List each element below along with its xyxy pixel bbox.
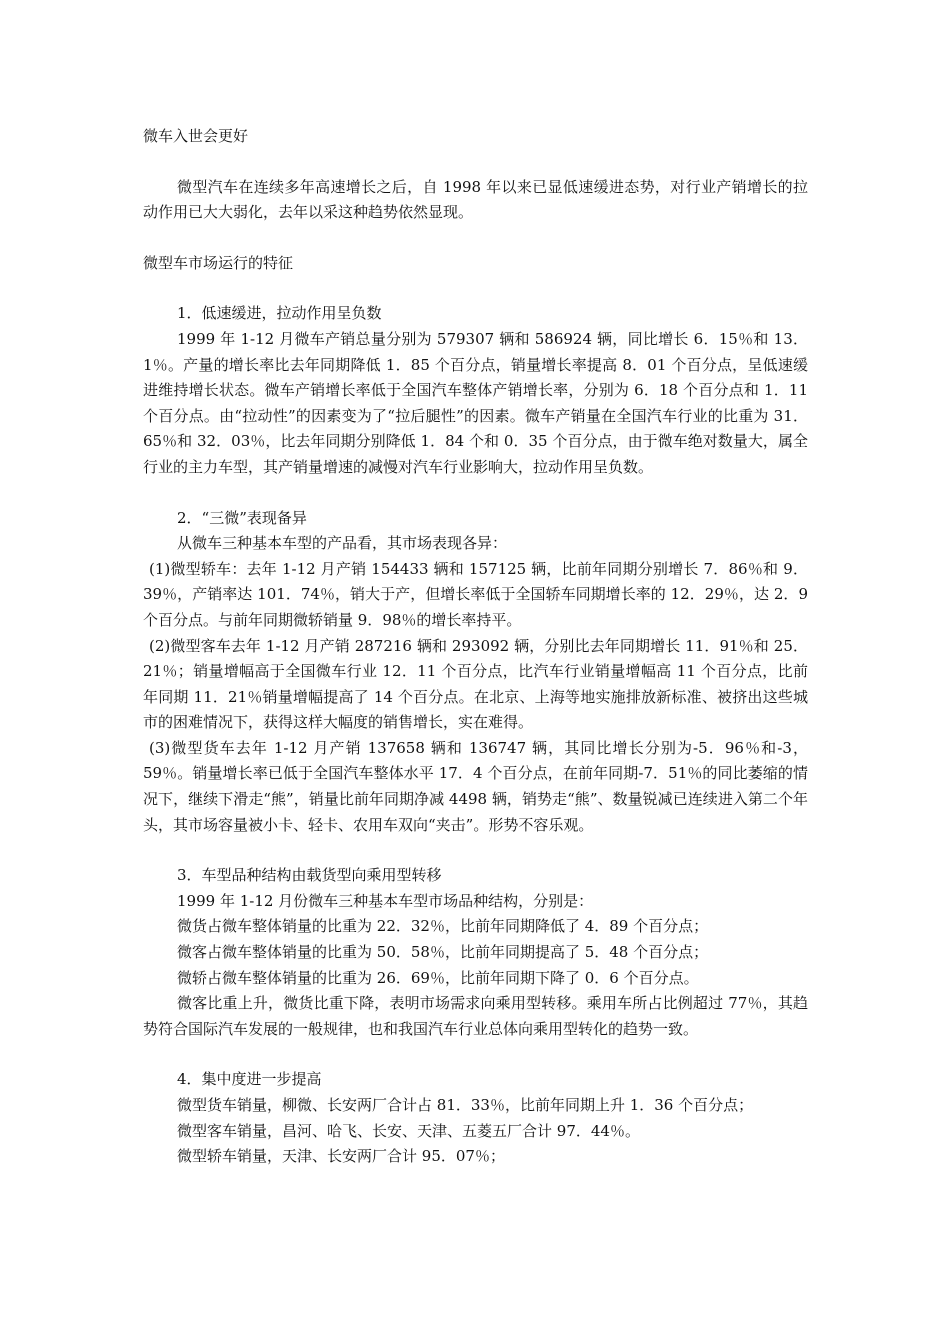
s3-line-1: 微货占微车整体销量的比重为 22．32％，比前年同期降低了 4．89 个百分点； bbox=[177, 917, 709, 936]
s2-item-2: (2)微型客车去年 1-12 月产销 287216 辆和 293092 辆，分别比去年同期增长 11．91％和 25．21％；销量增幅高于全国微车行业 12．11 个百分点，比汽车行业销量增幅高 11 个百分点，比前年同期 11．21％销量增幅提高了 14 个百分点。在北京、上海等地实施排放新标准、被挤出这些城市的困难情况下，获得这样大幅度的销售增长，实在难得。 bbox=[143, 636, 808, 732]
s2-heading: 2．“三微”表现备异 bbox=[177, 508, 307, 527]
s2-item-1: (1)微型轿车：去年 1-12 月产销 154433 辆和 157125 辆，比前年同期分别增长 7．86％和 9．39％，产销率达 101．74％，销大于产，但增长率低于全国轿车同期增长率的 12．29％，达 2．9 个百分点。与前年同期微轿销量 9．98％的增长率持平。 bbox=[143, 559, 808, 629]
s3-heading: 3．车型品种结构由载货型向乘用型转移 bbox=[177, 866, 442, 885]
s4-line-1: 微型货车销量，柳微、长安两厂合计占 81．33％，比前年同期上升 1．36 个百分点； bbox=[177, 1096, 754, 1114]
s2-item-3: (3)微型货车去年 1-12 月产销 137658 辆和 136747 辆，其同比增长分别为-5．96％和-3，59％。销量增长率已低于全国汽车整体水平 17．4 个百分点，在前年同期-7．51％的同比萎缩的情况下，继续下滑走“熊”，销量比前年同期净减 4498 辆，销势走“熊”、数量锐减已连续进入第二个年头，其市场容量被小卡、轻卡、农用车双向“夹击”。形势不容乐观。 bbox=[143, 738, 808, 834]
s4-line-2: 微型客车销量，昌河、哈飞、长安、天津、五菱五厂合计 97．44％。 bbox=[177, 1121, 640, 1140]
s1-body: 1999 年 1-12 月微车产销总量分别为 579307 辆和 586924 辆，同比增长 6．15％和 13．1％。产量的增长率比去年同期降低 1．85 个百分点，销量增长率提高 8．01 个百分点，呈低速缓进维持增长状态。微车产销增长率低于全国汽车整体产销增长率，分别为 6．18 个百分点和 1．11 个百分点。由“拉动性”的因素变为了“拉后腿性”的因素。微车产销量在全国汽车行业的比重为 31．65％和 32．03％，比去年同期分别降低 1．84 个和 0．35 个百分点，由于微车绝对数量大，属全行业的主力车型，其产销量增速的减慢对汽车行业影响大，拉动作用呈负数。 bbox=[143, 329, 808, 476]
s3-line-3: 微轿占微车整体销量的比重为 26．69％，比前年同期下降了 0．6 个百分点。 bbox=[177, 968, 699, 987]
section-title: 微型车市场运行的特征 bbox=[143, 253, 294, 272]
intro-paragraph: 微型汽车在连续多年高速增长之后，自 1998 年以来已显低速缓进态势，对行业产销增长的拉动作用已大大弱化，去年以采这种趋势依然显现。 bbox=[143, 177, 808, 222]
s1-heading: 1．低速缓进，拉动作用呈负数 bbox=[177, 304, 382, 323]
s4-line-3: 微型轿车销量，天津、长安两厂合计 95．07％； bbox=[177, 1147, 505, 1166]
s3-conclusion: 微客比重上升，微货比重下降，表明市场需求向乘用型转移。乘用车所占比例超过 77％，其趋势符合国际汽车发展的一般规律，也和我国汽车行业总体向乘用型转化的趋势一致。 bbox=[143, 994, 808, 1038]
document-page bbox=[143, 124, 808, 1170]
s3-lead: 1999 年 1-12 月份微车三种基本车型市场品种结构，分别是： bbox=[177, 891, 594, 910]
s4-heading: 4．集中度进一步提高 bbox=[177, 1070, 322, 1089]
s2-lead: 从微车三种基本车型的产品看，其市场表现各异： bbox=[177, 534, 508, 553]
doc-title: 微车入世会更好 bbox=[143, 127, 249, 145]
s3-line-2: 微客占微车整体销量的比重为 50．58％，比前年同期提高了 5．48 个百分点； bbox=[177, 943, 709, 962]
